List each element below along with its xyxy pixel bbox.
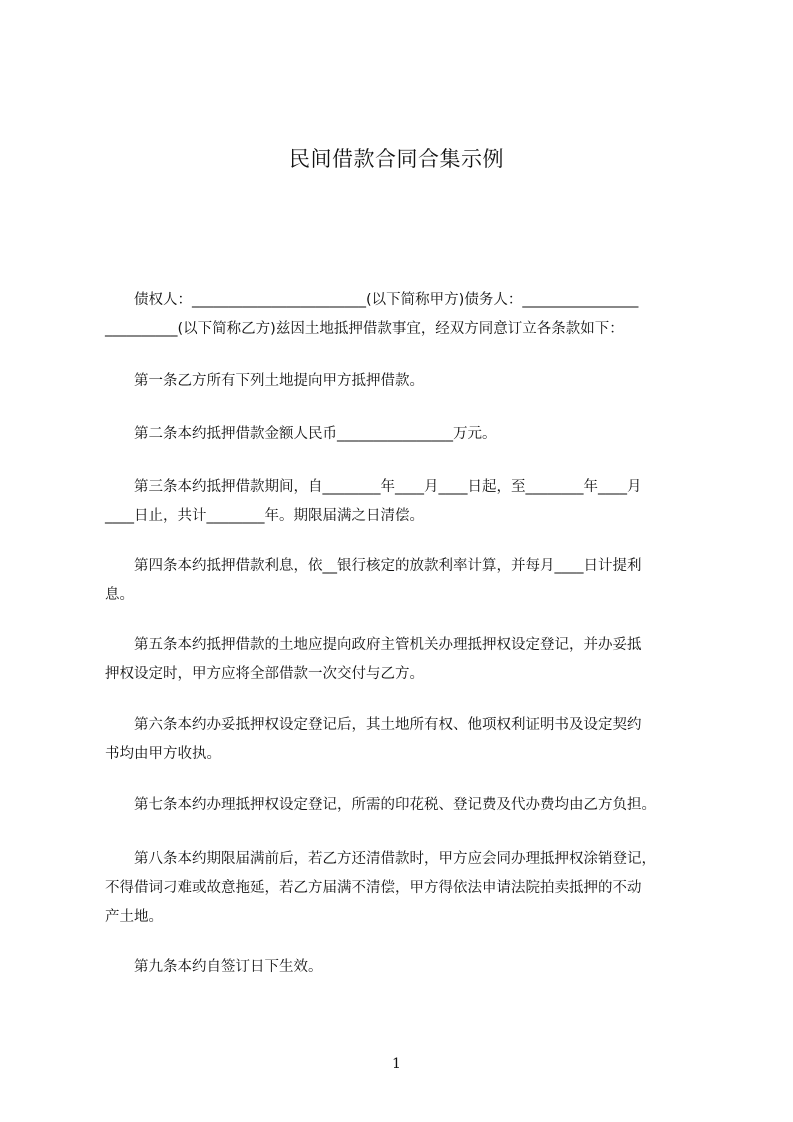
article-3-paragraph [105, 473, 701, 531]
paragraph-line: __________(以下简称乙方)兹因土地抵押借款事宜，经双方同意订立各条款如下： [105, 321, 624, 337]
document-title: 民间借款合同合集示例 [289, 147, 504, 171]
paragraph-line: 第一条乙方所有下列土地提向甲方抵押借款。 [105, 373, 424, 389]
parties-paragraph [105, 286, 701, 344]
article-9-paragraph [105, 953, 701, 982]
article-5-paragraph [105, 631, 701, 689]
article-2-paragraph [105, 420, 701, 449]
paragraph-line: 书均由甲方收执。 [105, 746, 221, 762]
article-6-paragraph [105, 711, 701, 769]
paragraph-line: 第六条本约办妥抵押权设定登记后，其土地所有权、他项权利证明书及设定契约 [105, 717, 642, 733]
paragraph-line: 第二条本约抵押借款金额人民币________________万元。 [105, 426, 497, 442]
paragraph-line: 第七条本约办理抵押权设定登记，所需的印花税、登记费及代办费均由乙方负担。 [105, 797, 656, 813]
paragraph-line: 债权人：________________________(以下简称甲方)债务人：________________ [105, 292, 639, 308]
page-number: 1 [392, 1056, 401, 1072]
article-4-paragraph [105, 552, 701, 610]
paragraph-line: 息。 [105, 587, 134, 603]
article-8-paragraph [105, 845, 701, 932]
paragraph-line: 第三条本约抵押借款期间，自________年____月____日起，至________年____月 [105, 479, 642, 495]
paragraph-line: ____日止，共计________年。期限届满之日清偿。 [105, 508, 424, 524]
paragraph-line: 押权设定时，甲方应将全部借款一次交付与乙方。 [105, 666, 424, 682]
paragraph-line: 不得借词刁难或故意拖延，若乙方届满不清偿，甲方得依法申请法院拍卖抵押的不动 [105, 880, 642, 896]
article-1-paragraph [105, 367, 701, 396]
paragraph-line: 第五条本约抵押借款的土地应提向政府主管机关办理抵押权设定登记，并办妥抵 [105, 637, 642, 653]
paragraph-line: 第四条本约抵押借款利息，依__银行核定的放款利率计算，并每月____日计提利 [105, 558, 642, 574]
paragraph-line: 第九条本约自签订日下生效。 [105, 959, 323, 975]
article-7-paragraph [105, 791, 701, 820]
paragraph-line: 产土地。 [105, 909, 163, 925]
paragraph-line: 第八条本约期限届满前后，若乙方还清借款时，甲方应会同办理抵押权涂销登记， [105, 851, 656, 867]
